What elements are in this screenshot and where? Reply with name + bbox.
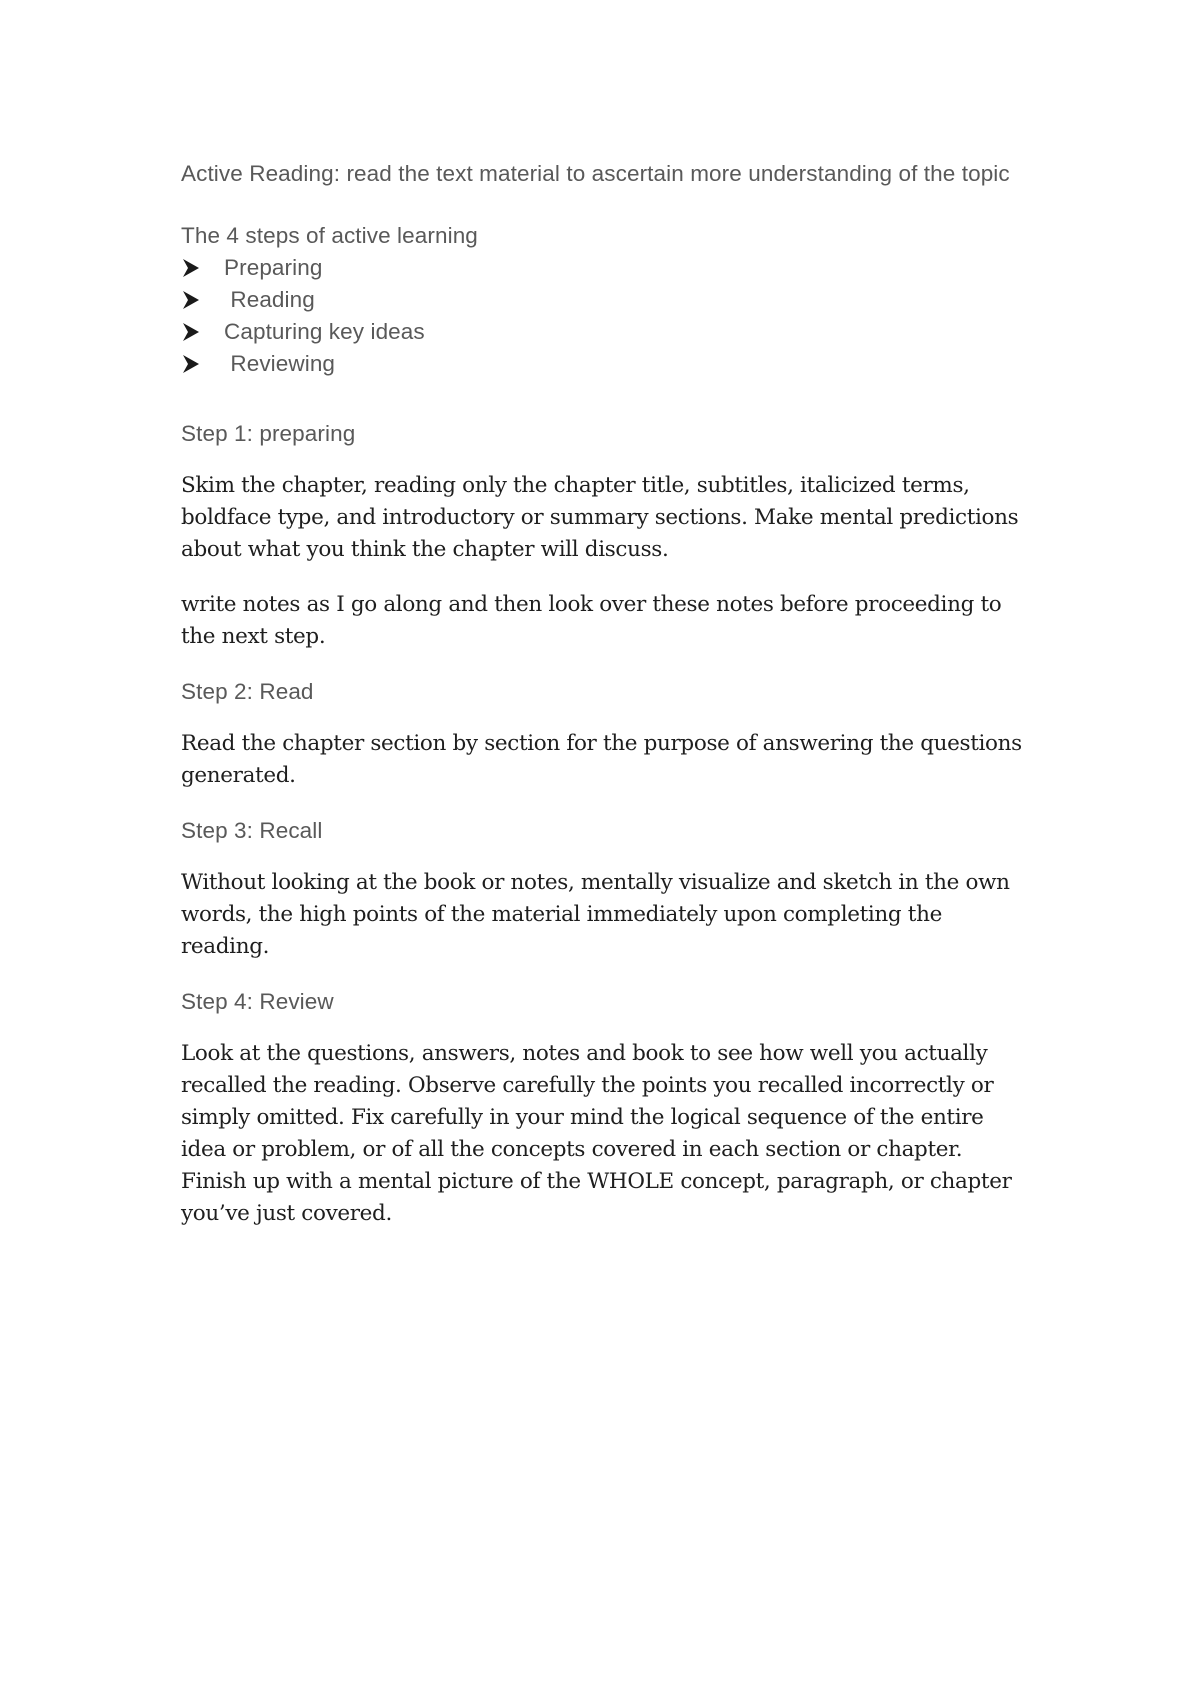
list-item-label: Capturing key ideas: [224, 319, 425, 344]
list-item: [181, 316, 1031, 348]
list-item-label: Reviewing: [224, 351, 336, 376]
step-1-paragraph: Skim the chapter, reading only the chapter title, subtitles, italicized terms, boldface type, and introductory or summary sections. Make mental predictions about what you think the chapter will discuss.: [181, 473, 1019, 562]
arrowhead-bullet-icon: [181, 322, 201, 342]
list-item: [181, 252, 1031, 284]
intro-text: Active Reading: read the text material to ascertain more understanding of the topic: [181, 161, 1010, 186]
arrowhead-bullet-icon: [181, 258, 201, 278]
step-3-heading: Step 3: Recall: [181, 818, 323, 843]
list-item-label: Reading: [224, 287, 315, 312]
step-1-notes-paragraph: write notes as I go along and then look over these notes before proceeding to the next step.: [181, 592, 1002, 649]
list-item: [181, 284, 1031, 316]
arrowhead-bullet-icon: [181, 290, 201, 310]
step-2-heading: Step 2: Read: [181, 679, 314, 704]
steps-list: [181, 252, 1031, 380]
list-item-label: Preparing: [224, 255, 323, 280]
steps-list-title: The 4 steps of active learning: [181, 223, 478, 248]
step-4-heading: Step 4: Review: [181, 989, 334, 1014]
step-3-paragraph: Without looking at the book or notes, mentally visualize and sketch in the own words, the high points of the material immediately upon completing the reading.: [181, 870, 1010, 959]
list-item: [181, 348, 1031, 380]
document-content: [181, 158, 1031, 1253]
step-2-paragraph: Read the chapter section by section for the purpose of answering the questions generated.: [181, 731, 1022, 788]
arrowhead-bullet-icon: [181, 354, 201, 374]
step-4-paragraph: Look at the questions, answers, notes and book to see how well you actually recalled the reading. Observe carefully the points you recalled incorrectly or simply omitted. Fix carefully in your mind the logical sequence of the entire idea or problem, or of all the concepts covered in each section or chapter. Finish up with a mental picture of the WHOLE concept, paragraph, or chapter you’ve just covered.: [181, 1041, 1012, 1226]
step-1-heading: Step 1: preparing: [181, 421, 356, 446]
